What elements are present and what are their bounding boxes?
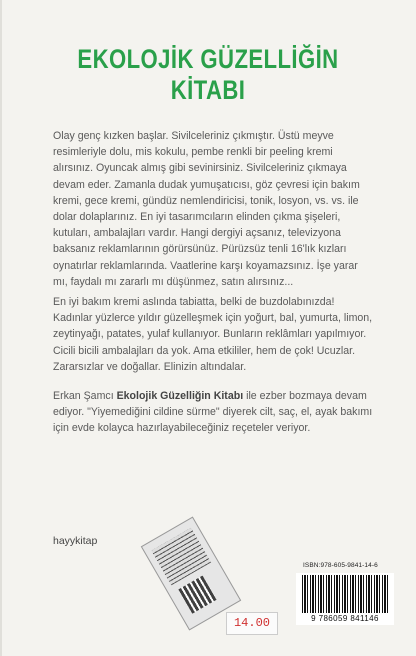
description-paragraph-1 <box>53 128 375 290</box>
price-sticker: 14.00 <box>226 612 278 635</box>
isbn-label: ISBN:978-605-9841-14-6 <box>303 562 378 569</box>
paragraph-text: ile ezber bozmaya devam ediyor. "Yiyemediğini cildine sürme" diyerek cilt, saç, el, ayak bakımı için evde kolayca hazırlayabileceğiniz reçeteler veriyor. <box>53 390 373 435</box>
book-title: EKOLOJİK GÜZELLİĞİN KİTABI <box>77 44 339 105</box>
paragraph-text: Olay genç kızken başlar. Sivilceleriniz çıkmıştır. Üstü meyve resimleriyle dolu, mis kokulu, pembe renkli bir peeling kremi alırsınız. Oyuncak almış gibi sevinirsiniz. Sivilceleriniz çıkmaya devam eder. Zamanla dudak yumuşatıcısı, göz çevresi için bakım kremi, gece kremi, gündüz nemlendiricisi, tonik, losyon, vs. vs. ile dolar dolaplarınız. En iyi tasarımcıların elinden çıkma şişeleri, kutuları, ambalajları vardır. Hangi dergiyi açsanız, televizyona baksanız reklamlarının görürsünüz. Pürüzsüz tenli 16'lık kızları oynatırlar reklamlarında. Vaatlerine karşı koyamazsınız. İşe yarar mı, faydalı mı zararlı mı düşünmez, satın alırsınız... <box>53 130 360 288</box>
author-name: Erkan Şamcı <box>53 390 114 402</box>
cover-edge <box>0 0 2 656</box>
description-paragraph-2 <box>53 294 375 375</box>
barcode-number: 9 786059 841146 <box>311 614 379 623</box>
barcode-bars <box>302 575 388 613</box>
paragraph-text: En iyi bakım kremi aslında tabiatta, belki de buzdolabınızda! Kadınlar yüzlerce yıldır güzelleşmek için yoğurt, bal, yumurta, limon, zeytinyağı, patates, yulaf kullanıyor. Bunların reklâmları yapılmıyor. Cicili bicili ambalajları da yok. Ama etkililer, hem de çok! Ucuzlar. Zararsızlar ve doğallar. Elinizin altındalar. <box>53 296 373 373</box>
description-paragraph-3 <box>53 388 375 437</box>
publisher-logo: hayykitap <box>53 535 98 547</box>
barcode <box>296 573 394 625</box>
sticker-qr-code <box>178 575 216 613</box>
book-title-inline: Ekolojik Güzelliğin Kitabı <box>116 390 244 402</box>
